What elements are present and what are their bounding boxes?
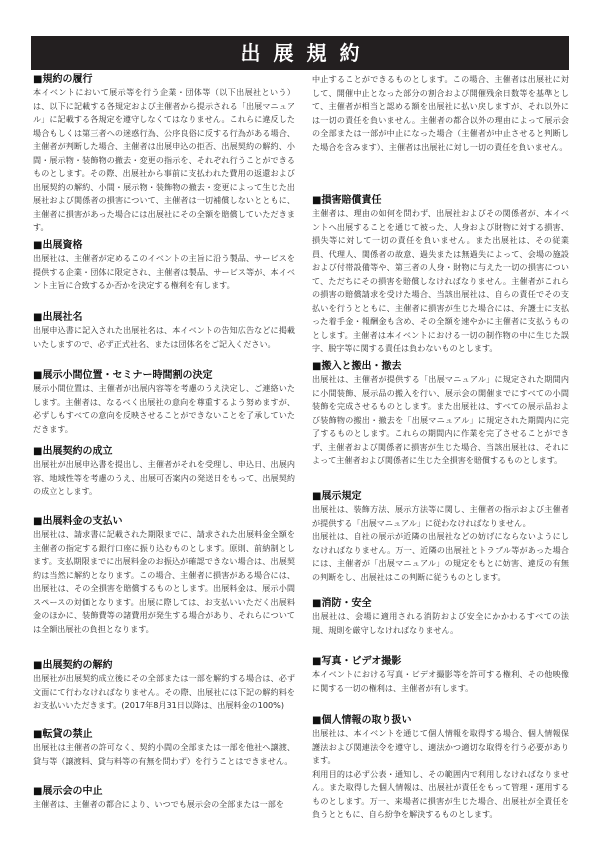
section-heading: ■展示小間位置・セミナー時間割の決定 — [33, 370, 213, 381]
section-exhibitor-name — [33, 311, 295, 351]
section-body: 出展社は、本イベントを通じて個人情報を取得する場合、個人情報保護法および関連法令を遵守し、適法かつ適切な取得を行う必要があります。 — [312, 728, 569, 765]
section-body: 出展社は、装飾方法、展示方法等に関し、主催者の指示および主催者が提供する「出展マニュアル」に従わなければなりません。 — [312, 504, 569, 528]
section-body: 本イベントにおいて展示等を行う企業・団体等（以下出展社という）は、以下に記載する各規定および主催者から提示される「出展マニュアル」に記載する各規定を遵守しなくてはなりません。これらに違反した場合もしくは第三者への迷惑行為、公序良俗に反する行為がある場合、主催者が判断した場合、主催者は出展申込の拒否、出展契約の解約、小間・展示物・装飾物の撤去・変更の指示を、それぞれ行うことができるものとします。その際、出展社から事前に支払われた費用の返還および出展契約の解約、小間・展示物・装飾物の撤去・変更によって生じた出展社および関係者の損害について、主催者は一切補償しないとともに、主催者に損害があった場合には出展社にその全額を賠償していただきます。 — [33, 87, 295, 232]
section-display-rules — [312, 490, 569, 584]
title-banner — [31, 36, 569, 70]
section-heading: ■損害賠償責任 — [312, 195, 382, 206]
section-body: 中止することができるものとします。この場合、主催者は出展社に対して、開催中止となった部分の割合および開催残余日数等を基準として、主催者が相当と認める額を出展社に払い戻しますが、それ以外には一切の責任を負いません。主催者の都合以外の理由によって展示会の全部または一部が中止になった場合（主催者が中止させると判断した場合を含みます）、主催者は出展社に対し一切の責任を負いません。 — [312, 74, 569, 152]
section-body: 展示小間位置は、主催者が出展内容等を考慮のうえ決定し、ご連絡いたします。主催者は、なるべく出展社の意向を尊重するよう努めますが、必ずしもすべての意向を反映させることができないことを了承していただきます。 — [33, 383, 295, 434]
section-heading: ■搬入と搬出・撤去 — [312, 361, 402, 372]
section-booth-location-seminar-schedule — [33, 369, 295, 436]
section-body: 本イベントにおける写真・ビデオ撮影等を許可する権利、その他映像に関する一切の権利は、主催者が有します。 — [312, 669, 569, 693]
section-heading: ■出展料金の支払い — [33, 516, 123, 527]
section-body: 出展社は、請求書に記載された期限までに、請求された出展料金全額を主催者の指定する銀行口座に振り込むものとします。原則、前納制とします。支払期限までに出展料金のお振込が確認できない場合は、出展契約は当然に解約となります。この場合、主催者に損害がある場合には、出展社は、その全損害を賠償するものとします。出展料金は、展示小間スペースの対価となります。出展に際しては、お支払いいただく出展料金のほかに、装飾費等の諸費用が発生する場合があり、それらについては全額出展社の負担となります。 — [33, 529, 295, 634]
section-heading: ■出展社名 — [33, 312, 83, 323]
section-heading: ■写真・ビデオ撮影 — [312, 656, 402, 667]
section-exhibitor-eligibility — [33, 239, 295, 293]
section-fire-safety — [312, 597, 569, 637]
section-exhibition-cancellation-continued — [312, 73, 569, 154]
section-heading: ■出展契約の成立 — [33, 446, 113, 457]
section-body: 出展申込書に記入された出展社名は、本イベントの告知広告などに掲載いたしますので、必ず正式社名、または団体名をご記入ください。 — [33, 325, 295, 349]
section-heading: ■出展契約の解約 — [33, 660, 113, 671]
section-move-in-move-out — [312, 360, 569, 468]
section-body: 出展社は、自社の展示が近隣の出展社などの妨げにならないようにしなければなりません。万一、近隣の出展社とトラブル等があった場合には、主催者が「出展マニュアル」の規定をもとに妨害、違反の有無の判断をし、出展社はこの判断に従うものとします。 — [312, 531, 569, 582]
section-contract-formation — [33, 445, 295, 499]
section-body: 利用目的は必ず公表・通知し、その範囲内で利用しなければなりません。また取得した個人情報は、出展社が責任をもって管理・運用するものとします。万一、来場者に損害が生じた場合、出展社が全責任を負うとともに、自ら紛争を解決するものとします。 — [312, 768, 569, 819]
section-body: 出展社が出展契約成立後にその全部または一部を解約する場合は、必ず文面にて行わなければなりません。その際、出展社には下記の解約料をお支払いいただきます。(2017年8月31日以降は、出展料金の100%) — [33, 673, 295, 710]
section-fee-payment — [33, 515, 295, 636]
section-heading: ■出展資格 — [33, 240, 83, 251]
section-contract-cancellation — [33, 659, 295, 713]
section-personal-information — [312, 714, 569, 822]
section-body: 出展社が出展申込書を提出し、主催者がそれを受理し、申込日、出展内容、地域性等を考慮のうえ、出展可否案内の発送日をもって、出展契約の成立とします。 — [33, 459, 295, 496]
section-heading: ■個人情報の取り扱い — [312, 715, 412, 726]
section-heading: ■展示規定 — [312, 491, 362, 502]
section-exhibition-cancellation — [33, 785, 295, 812]
section-body: 出展社は、会場に適用される消防および安全にかかわるすべての法規、規則を厳守しなければなりません。 — [312, 611, 569, 635]
section-sublease-prohibition — [33, 728, 295, 768]
section-body: 主催者は、主催者の都合により、いつでも展示会の全部または一部を — [33, 799, 284, 809]
section-heading: ■消防・安全 — [312, 598, 372, 609]
section-heading: ■規約の履行 — [33, 74, 93, 85]
section-body: 出展社は、主催者が定めるこのイベントの主旨に沿う製品、サービスを提供する企業・団体に限定され、主催者は製品、サービス等が、本イベント主旨に合致するか否かを決定する権利を有します。 — [33, 253, 295, 290]
section-heading: ■転貸の禁止 — [33, 729, 93, 740]
page-title: 出展規約 — [240, 41, 373, 65]
section-body: 主催者は、理由の如何を問わず、出展社およびその関係者が、本イベントへ出展することを通じて被った、人身および財物に対する損害、損失等に対して一切の責任を負いません。また出展社は、その従業員、代理人、関係者の故意、過失または無過失によって、会場の施設および付帯設備等や、第三者の人身・財物に与えた一切の損害について、ただちにその損害を賠償しなければなりません。主催者がこれらの損害の賠償請求を受けた場合、当該出展社は、自らの責任でその支払いを行うとともに、主催者に損害が生じた場合には、弁護士に支払った着手金・報酬金も含め、その全額を速やかに主催者に支払うものとします。主催者は本イベントにおける一切の制作物の中に生じた誤字、脱字等に関する責任は負わないものとします。 — [312, 208, 569, 353]
section-photo-video — [312, 655, 569, 695]
section-body: 出展社は、主催者が提供する「出展マニュアル」に規定された期間内に小間装飾、展示品の搬入を行い、展示会の開催までにすべての小間装飾を完成させるものとします。また出展社は、すべての展示品および装飾物の搬出・撤去を「出展マニュアル」に規定された期間内に完了するものとします。これらの期間内に作業を完了させることができず、主催者および関係者に損害が生じた場合、当該出展社は、それによって主催者および関係者に生じた全損害を賠償するものとします。 — [312, 374, 569, 465]
section-body: 出展社は主催者の許可なく、契約小間の全部または一部を他社へ譲渡、貸与等（譲渡料、貸与料等の有無を問わず）を行うことはできません。 — [33, 742, 295, 766]
section-damage-liability — [312, 194, 569, 356]
section-heading: ■展示会の中止 — [33, 786, 103, 797]
section-terms-compliance — [33, 73, 295, 235]
